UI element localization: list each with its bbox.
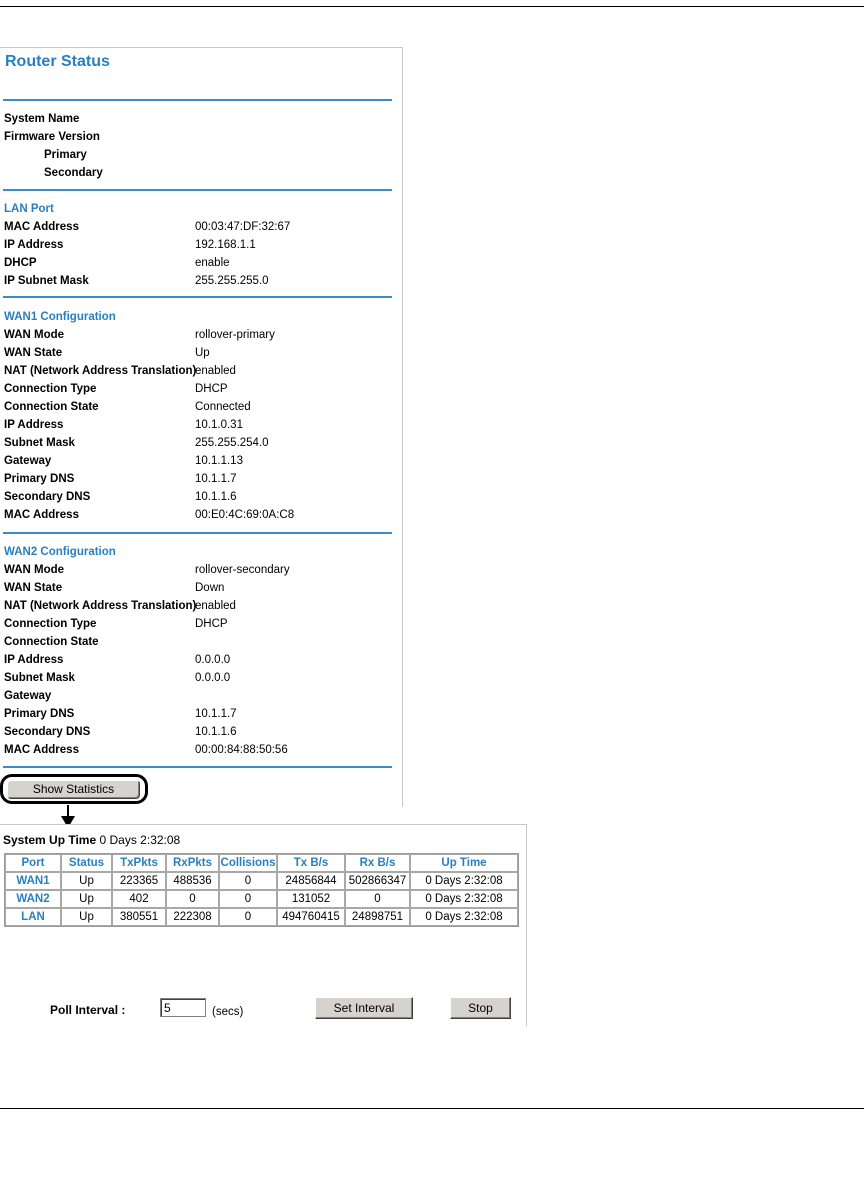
wan1-gateway-value: 10.1.1.13 [195,455,243,467]
wan2-secondary-dns-label: Secondary DNS [4,726,91,738]
wan1-mac-label: MAC Address [4,509,79,521]
show-statistics-callout [0,774,148,804]
page-top-rule [0,6,864,7]
firmware-version-label: Firmware Version [4,131,100,143]
table-row [5,908,518,926]
wan1-mac-value: 00:E0:4C:69:0A:C8 [195,509,295,521]
wan1-conn-type-value: DHCP [195,383,228,395]
statistics-panel [0,824,527,1026]
collisions-cell: 0 [219,872,277,890]
status-cell: Up [61,890,112,908]
wan1-mode-label: WAN Mode [4,329,65,341]
wan2-state-label: WAN State [4,582,63,594]
wan1-subnet-label: Subnet Mask [4,437,75,449]
lan-subnet-value: 255.255.255.0 [195,275,269,287]
lan-subnet-label: IP Subnet Mask [4,275,89,287]
wan1-primary-dns-value: 10.1.1.7 [195,473,237,485]
system-uptime-value: 0 Days 2:32:08 [99,833,181,847]
wan2-nat-value: enabled [195,600,236,612]
wan1-mode-value: rollover-primary [195,329,275,341]
col-up-time: Up Time [410,854,518,872]
wan1-ip-label: IP Address [4,419,64,431]
wan2-primary-dns-label: Primary DNS [4,708,75,720]
lan-mac-value: 00:03:47:DF:32:67 [195,221,291,233]
wan2-nat-label: NAT (Network Address Translation) [4,600,197,612]
wan1-conn-type-label: Connection Type [4,383,97,395]
wan2-ip-label: IP Address [4,654,64,666]
up-time-cell: 0 Days 2:32:08 [410,890,518,908]
separator [3,296,392,298]
system-uptime [3,833,180,847]
rxpkts-cell: 222308 [166,908,219,926]
statistics-header-row [5,854,518,872]
rxpkts-cell: 0 [166,890,219,908]
col-rxpkts: RxPkts [166,854,219,872]
separator [3,766,392,768]
system-name-label: System Name [4,113,80,125]
statistics-table [4,853,519,927]
separator [3,189,392,191]
lan-dhcp-value: enable [195,257,230,269]
rxpkts-cell: 488536 [166,872,219,890]
col-txpkts: TxPkts [112,854,166,872]
tx-bps-cell: 494760415 [277,908,345,926]
show-statistics-button[interactable]: Show Statistics [7,780,140,799]
txpkts-cell: 402 [112,890,166,908]
col-tx-bps: Tx B/s [277,854,345,872]
up-time-cell: 0 Days 2:32:08 [410,908,518,926]
txpkts-cell: 380551 [112,908,166,926]
wan1-nat-label: NAT (Network Address Translation) [4,365,197,377]
status-cell: Up [61,872,112,890]
wan2-mac-value: 00:00:84:88:50:56 [195,744,288,756]
rx-bps-cell: 0 [345,890,410,908]
lan-mac-label: MAC Address [4,221,79,233]
wan1-secondary-dns-value: 10.1.1.6 [195,491,237,503]
separator [3,99,392,101]
wan2-mode-value: rollover-secondary [195,564,290,576]
poll-interval-unit: (secs) [212,1006,244,1018]
lan-ip-value: 192.168.1.1 [195,239,256,251]
collisions-cell: 0 [219,908,277,926]
wan2-subnet-value: 0.0.0.0 [195,672,231,684]
wan2-conn-type-label: Connection Type [4,618,97,630]
page-title: Router Status [5,53,110,70]
page-bottom-rule [0,1108,864,1109]
tx-bps-cell: 24856844 [277,872,345,890]
wan2-primary-dns-value: 10.1.1.7 [195,708,237,720]
system-uptime-label: System Up Time [3,833,97,847]
wan2-mac-label: MAC Address [4,744,79,756]
col-rx-bps: Rx B/s [345,854,410,872]
wan1-nat-value: enabled [195,365,236,377]
port-cell: WAN2 [5,890,61,908]
table-row [5,890,518,908]
txpkts-cell: 223365 [112,872,166,890]
wan2-config-heading: WAN2 Configuration [4,546,116,558]
up-time-cell: 0 Days 2:32:08 [410,872,518,890]
wan1-subnet-value: 255.255.254.0 [195,437,269,449]
rx-bps-cell: 502866347 [345,872,410,890]
port-cell: LAN [5,908,61,926]
lan-port-heading: LAN Port [4,203,54,215]
wan1-primary-dns-label: Primary DNS [4,473,75,485]
stop-button[interactable]: Stop [450,997,511,1019]
wan1-conn-state-value: Connected [195,401,251,413]
wan2-secondary-dns-value: 10.1.1.6 [195,726,237,738]
wan2-conn-state-label: Connection State [4,636,99,648]
col-collisions: Collisions [219,854,277,872]
wan1-config-heading: WAN1 Configuration [4,311,116,323]
wan1-conn-state-label: Connection State [4,401,99,413]
table-row [5,872,518,890]
rx-bps-cell: 24898751 [345,908,410,926]
poll-interval-label: Poll Interval : [50,1003,126,1017]
collisions-cell: 0 [219,890,277,908]
wan1-secondary-dns-label: Secondary DNS [4,491,91,503]
wan2-mode-label: WAN Mode [4,564,65,576]
firmware-primary-label: Primary [44,149,87,161]
wan2-ip-value: 0.0.0.0 [195,654,231,666]
lan-ip-label: IP Address [4,239,64,251]
wan2-gateway-label: Gateway [4,690,52,702]
col-port: Port [5,854,61,872]
wan2-conn-type-value: DHCP [195,618,228,630]
set-interval-button[interactable]: Set Interval [315,997,413,1019]
poll-interval-input[interactable] [160,998,206,1017]
separator [3,532,392,534]
wan1-gateway-label: Gateway [4,455,52,467]
wan1-ip-value: 10.1.0.31 [195,419,243,431]
lan-dhcp-label: DHCP [4,257,37,269]
wan1-state-label: WAN State [4,347,63,359]
status-cell: Up [61,908,112,926]
router-status-panel [0,47,403,807]
tx-bps-cell: 131052 [277,890,345,908]
port-cell: WAN1 [5,872,61,890]
col-status: Status [61,854,112,872]
firmware-secondary-label: Secondary [44,167,103,179]
wan2-subnet-label: Subnet Mask [4,672,75,684]
wan1-state-value: Up [195,347,210,359]
wan2-state-value: Down [195,582,225,594]
